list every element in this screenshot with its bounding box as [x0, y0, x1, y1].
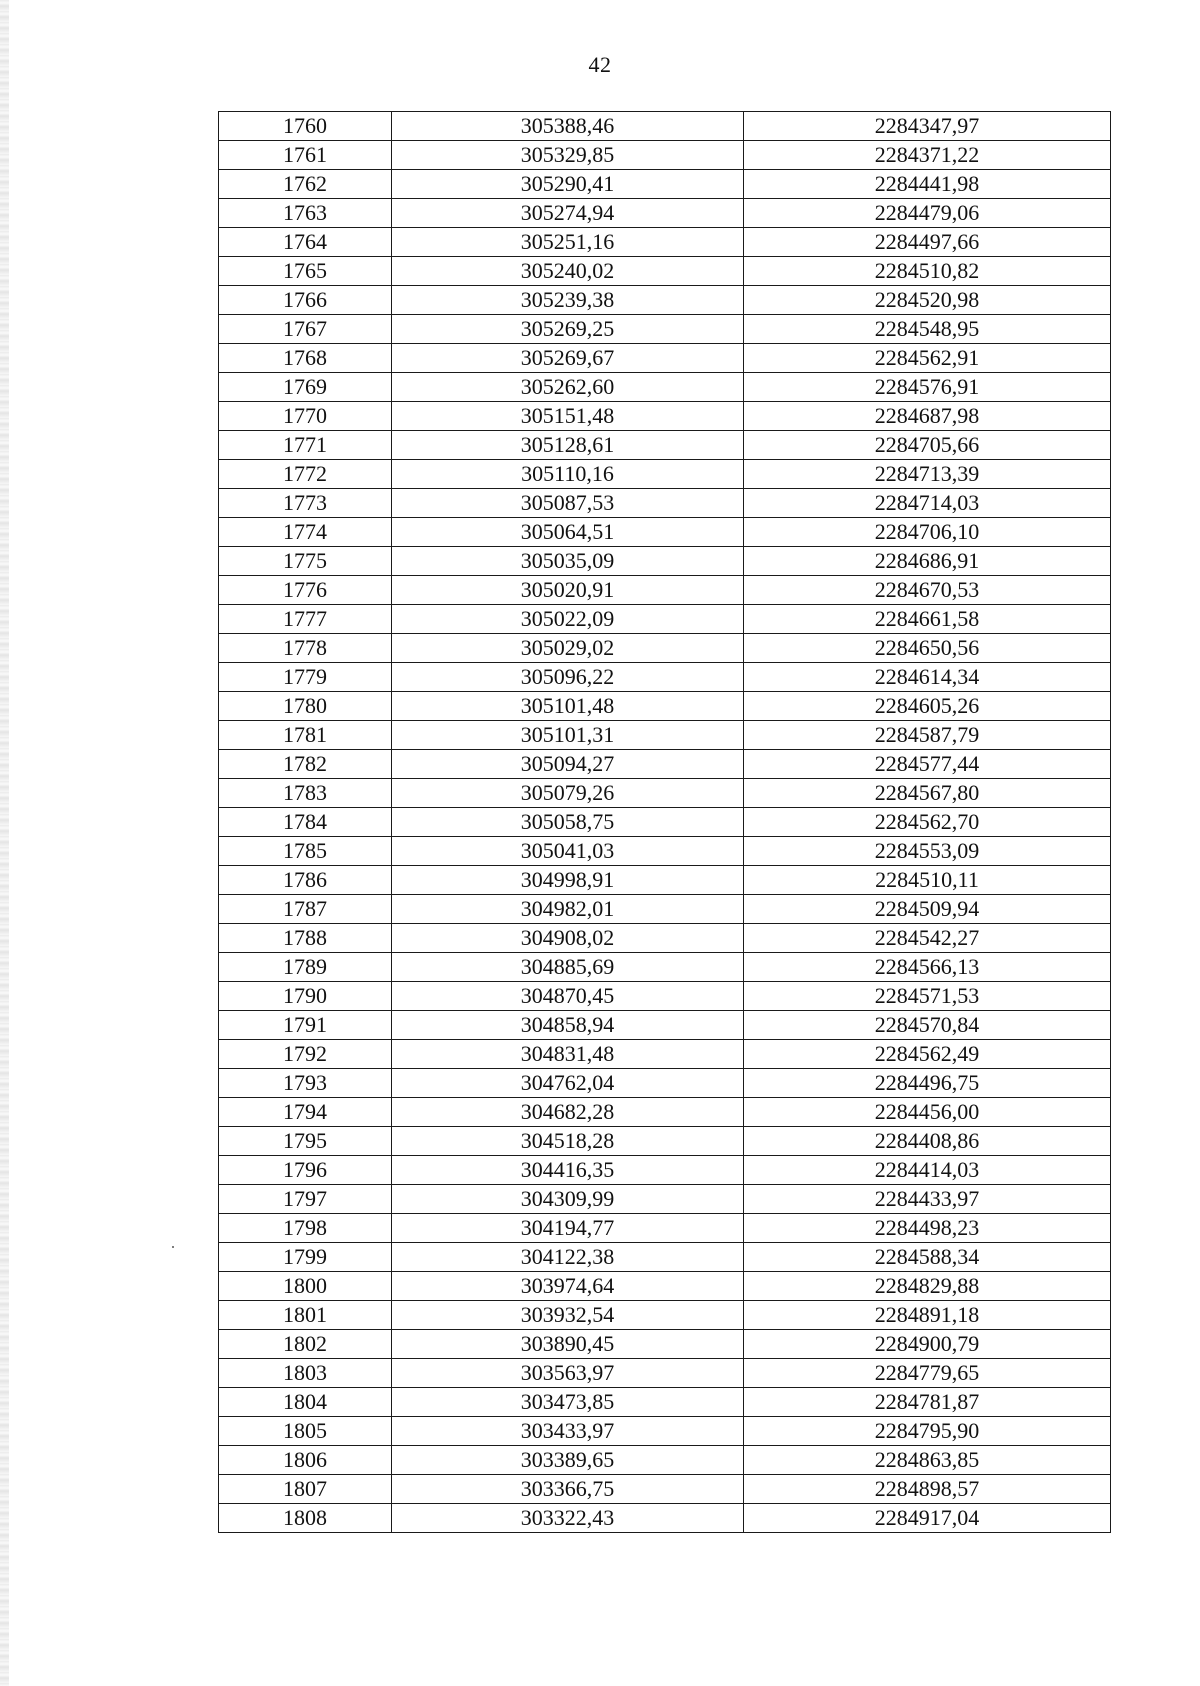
scan-edge-shadow	[0, 0, 9, 1686]
y-coordinate-cell: 2284686,91	[744, 547, 1111, 576]
x-coordinate-cell: 305101,48	[392, 692, 744, 721]
x-coordinate-cell: 305087,53	[392, 489, 744, 518]
y-coordinate-cell: 2284917,04	[744, 1504, 1111, 1533]
point-number-cell: 1761	[219, 141, 392, 170]
x-coordinate-cell: 304831,48	[392, 1040, 744, 1069]
x-coordinate-cell: 305262,60	[392, 373, 744, 402]
x-coordinate-cell: 304309,99	[392, 1185, 744, 1214]
table-row	[219, 576, 1111, 605]
y-coordinate-cell: 2284713,39	[744, 460, 1111, 489]
table-row	[219, 315, 1111, 344]
table-row	[219, 953, 1111, 982]
table-row	[219, 634, 1111, 663]
y-coordinate-cell: 2284441,98	[744, 170, 1111, 199]
coordinates-table	[218, 111, 1111, 1533]
y-coordinate-cell: 2284347,97	[744, 112, 1111, 141]
point-number-cell: 1788	[219, 924, 392, 953]
table-row	[219, 431, 1111, 460]
table-row	[219, 373, 1111, 402]
table-row	[219, 402, 1111, 431]
x-coordinate-cell: 305058,75	[392, 808, 744, 837]
y-coordinate-cell: 2284456,00	[744, 1098, 1111, 1127]
table-row	[219, 1243, 1111, 1272]
table-row	[219, 286, 1111, 315]
y-coordinate-cell: 2284542,27	[744, 924, 1111, 953]
x-coordinate-cell: 304885,69	[392, 953, 744, 982]
point-number-cell: 1787	[219, 895, 392, 924]
table-row	[219, 837, 1111, 866]
table-row	[219, 460, 1111, 489]
point-number-cell: 1769	[219, 373, 392, 402]
table-row	[219, 808, 1111, 837]
table-row	[219, 547, 1111, 576]
table-row	[219, 1388, 1111, 1417]
table-row	[219, 489, 1111, 518]
y-coordinate-cell: 2284497,66	[744, 228, 1111, 257]
page-number: 42	[588, 52, 612, 77]
point-number-cell: 1806	[219, 1446, 392, 1475]
y-coordinate-cell: 2284781,87	[744, 1388, 1111, 1417]
table-row	[219, 895, 1111, 924]
x-coordinate-cell: 304982,01	[392, 895, 744, 924]
y-coordinate-cell: 2284408,86	[744, 1127, 1111, 1156]
y-coordinate-cell: 2284520,98	[744, 286, 1111, 315]
table-row	[219, 1185, 1111, 1214]
y-coordinate-cell: 2284510,11	[744, 866, 1111, 895]
point-number-cell: 1793	[219, 1069, 392, 1098]
point-number-cell: 1785	[219, 837, 392, 866]
table-row	[219, 1417, 1111, 1446]
table-row	[219, 866, 1111, 895]
x-coordinate-cell: 304998,91	[392, 866, 744, 895]
y-coordinate-cell: 2284779,65	[744, 1359, 1111, 1388]
x-coordinate-cell: 305022,09	[392, 605, 744, 634]
table-row	[219, 982, 1111, 1011]
x-coordinate-cell: 303932,54	[392, 1301, 744, 1330]
point-number-cell: 1807	[219, 1475, 392, 1504]
y-coordinate-cell: 2284670,53	[744, 576, 1111, 605]
y-coordinate-cell: 2284414,03	[744, 1156, 1111, 1185]
point-number-cell: 1772	[219, 460, 392, 489]
x-coordinate-cell: 304194,77	[392, 1214, 744, 1243]
point-number-cell: 1784	[219, 808, 392, 837]
x-coordinate-cell: 304858,94	[392, 1011, 744, 1040]
point-number-cell: 1777	[219, 605, 392, 634]
x-coordinate-cell: 305274,94	[392, 199, 744, 228]
y-coordinate-cell: 2284496,75	[744, 1069, 1111, 1098]
y-coordinate-cell: 2284433,97	[744, 1185, 1111, 1214]
x-coordinate-cell: 303890,45	[392, 1330, 744, 1359]
table-row	[219, 228, 1111, 257]
table-row	[219, 1504, 1111, 1533]
y-coordinate-cell: 2284863,85	[744, 1446, 1111, 1475]
x-coordinate-cell: 303974,64	[392, 1272, 744, 1301]
y-coordinate-cell: 2284705,66	[744, 431, 1111, 460]
y-coordinate-cell: 2284562,70	[744, 808, 1111, 837]
point-number-cell: 1766	[219, 286, 392, 315]
table-row	[219, 1330, 1111, 1359]
table-row	[219, 1040, 1111, 1069]
x-coordinate-cell: 305101,31	[392, 721, 744, 750]
point-number-cell: 1795	[219, 1127, 392, 1156]
y-coordinate-cell: 2284650,56	[744, 634, 1111, 663]
point-number-cell: 1768	[219, 344, 392, 373]
y-coordinate-cell: 2284829,88	[744, 1272, 1111, 1301]
table-row	[219, 1359, 1111, 1388]
table-row	[219, 663, 1111, 692]
y-coordinate-cell: 2284898,57	[744, 1475, 1111, 1504]
point-number-cell: 1799	[219, 1243, 392, 1272]
point-number-cell: 1779	[219, 663, 392, 692]
table-row	[219, 605, 1111, 634]
point-number-cell: 1801	[219, 1301, 392, 1330]
table-row	[219, 1301, 1111, 1330]
x-coordinate-cell: 305269,67	[392, 344, 744, 373]
point-number-cell: 1802	[219, 1330, 392, 1359]
x-coordinate-cell: 303563,97	[392, 1359, 744, 1388]
table-row	[219, 257, 1111, 286]
y-coordinate-cell: 2284900,79	[744, 1330, 1111, 1359]
coordinates-table-body	[219, 112, 1111, 1533]
table-row	[219, 112, 1111, 141]
point-number-cell: 1797	[219, 1185, 392, 1214]
table-row	[219, 779, 1111, 808]
point-number-cell: 1804	[219, 1388, 392, 1417]
point-number-cell: 1789	[219, 953, 392, 982]
point-number-cell: 1771	[219, 431, 392, 460]
y-coordinate-cell: 2284614,34	[744, 663, 1111, 692]
y-coordinate-cell: 2284562,49	[744, 1040, 1111, 1069]
point-number-cell: 1800	[219, 1272, 392, 1301]
point-number-cell: 1791	[219, 1011, 392, 1040]
y-coordinate-cell: 2284714,03	[744, 489, 1111, 518]
y-coordinate-cell: 2284576,91	[744, 373, 1111, 402]
point-number-cell: 1798	[219, 1214, 392, 1243]
y-coordinate-cell: 2284567,80	[744, 779, 1111, 808]
y-coordinate-cell: 2284577,44	[744, 750, 1111, 779]
table-row	[219, 1127, 1111, 1156]
x-coordinate-cell: 303366,75	[392, 1475, 744, 1504]
x-coordinate-cell: 304416,35	[392, 1156, 744, 1185]
x-coordinate-cell: 303473,85	[392, 1388, 744, 1417]
y-coordinate-cell: 2284498,23	[744, 1214, 1111, 1243]
point-number-cell: 1775	[219, 547, 392, 576]
x-coordinate-cell: 304518,28	[392, 1127, 744, 1156]
x-coordinate-cell: 305094,27	[392, 750, 744, 779]
y-coordinate-cell: 2284562,91	[744, 344, 1111, 373]
x-coordinate-cell: 305251,16	[392, 228, 744, 257]
x-coordinate-cell: 305128,61	[392, 431, 744, 460]
x-coordinate-cell: 304908,02	[392, 924, 744, 953]
x-coordinate-cell: 305269,25	[392, 315, 744, 344]
y-coordinate-cell: 2284371,22	[744, 141, 1111, 170]
point-number-cell: 1778	[219, 634, 392, 663]
point-number-cell: 1794	[219, 1098, 392, 1127]
x-coordinate-cell: 304682,28	[392, 1098, 744, 1127]
point-number-cell: 1786	[219, 866, 392, 895]
table-row	[219, 1011, 1111, 1040]
point-number-cell: 1805	[219, 1417, 392, 1446]
point-number-cell: 1774	[219, 518, 392, 547]
x-coordinate-cell: 305079,26	[392, 779, 744, 808]
y-coordinate-cell: 2284571,53	[744, 982, 1111, 1011]
table-row	[219, 170, 1111, 199]
x-coordinate-cell: 305110,16	[392, 460, 744, 489]
y-coordinate-cell: 2284605,26	[744, 692, 1111, 721]
point-number-cell: 1792	[219, 1040, 392, 1069]
point-number-cell: 1780	[219, 692, 392, 721]
x-coordinate-cell: 305239,38	[392, 286, 744, 315]
table-row	[219, 199, 1111, 228]
x-coordinate-cell: 305388,46	[392, 112, 744, 141]
point-number-cell: 1767	[219, 315, 392, 344]
table-row	[219, 721, 1111, 750]
y-coordinate-cell: 2284795,90	[744, 1417, 1111, 1446]
table-row	[219, 344, 1111, 373]
y-coordinate-cell: 2284661,58	[744, 605, 1111, 634]
y-coordinate-cell: 2284479,06	[744, 199, 1111, 228]
table-row	[219, 1214, 1111, 1243]
table-row	[219, 1098, 1111, 1127]
y-coordinate-cell: 2284588,34	[744, 1243, 1111, 1272]
point-number-cell: 1763	[219, 199, 392, 228]
table-row	[219, 1156, 1111, 1185]
point-number-cell: 1760	[219, 112, 392, 141]
point-number-cell: 1776	[219, 576, 392, 605]
x-coordinate-cell: 305240,02	[392, 257, 744, 286]
x-coordinate-cell: 305329,85	[392, 141, 744, 170]
table-row	[219, 1475, 1111, 1504]
point-number-cell: 1762	[219, 170, 392, 199]
table-row	[219, 1446, 1111, 1475]
table-row	[219, 692, 1111, 721]
point-number-cell: 1790	[219, 982, 392, 1011]
y-coordinate-cell: 2284687,98	[744, 402, 1111, 431]
y-coordinate-cell: 2284553,09	[744, 837, 1111, 866]
y-coordinate-cell: 2284548,95	[744, 315, 1111, 344]
point-number-cell: 1765	[219, 257, 392, 286]
y-coordinate-cell: 2284510,82	[744, 257, 1111, 286]
point-number-cell: 1764	[219, 228, 392, 257]
y-coordinate-cell: 2284509,94	[744, 895, 1111, 924]
table-row	[219, 1272, 1111, 1301]
x-coordinate-cell: 305035,09	[392, 547, 744, 576]
x-coordinate-cell: 304870,45	[392, 982, 744, 1011]
x-coordinate-cell: 303389,65	[392, 1446, 744, 1475]
x-coordinate-cell: 305020,91	[392, 576, 744, 605]
x-coordinate-cell: 305096,22	[392, 663, 744, 692]
table-row	[219, 750, 1111, 779]
point-number-cell: 1808	[219, 1504, 392, 1533]
x-coordinate-cell: 305290,41	[392, 170, 744, 199]
table-row	[219, 1069, 1111, 1098]
y-coordinate-cell: 2284570,84	[744, 1011, 1111, 1040]
x-coordinate-cell: 305041,03	[392, 837, 744, 866]
x-coordinate-cell: 305064,51	[392, 518, 744, 547]
scan-speck	[172, 1246, 174, 1248]
y-coordinate-cell: 2284706,10	[744, 518, 1111, 547]
table-row	[219, 141, 1111, 170]
point-number-cell: 1796	[219, 1156, 392, 1185]
point-number-cell: 1782	[219, 750, 392, 779]
y-coordinate-cell: 2284566,13	[744, 953, 1111, 982]
x-coordinate-cell: 303433,97	[392, 1417, 744, 1446]
point-number-cell: 1781	[219, 721, 392, 750]
point-number-cell: 1770	[219, 402, 392, 431]
x-coordinate-cell: 304762,04	[392, 1069, 744, 1098]
x-coordinate-cell: 303322,43	[392, 1504, 744, 1533]
x-coordinate-cell: 305151,48	[392, 402, 744, 431]
y-coordinate-cell: 2284891,18	[744, 1301, 1111, 1330]
x-coordinate-cell: 305029,02	[392, 634, 744, 663]
x-coordinate-cell: 304122,38	[392, 1243, 744, 1272]
table-row	[219, 518, 1111, 547]
table-row	[219, 924, 1111, 953]
point-number-cell: 1803	[219, 1359, 392, 1388]
point-number-cell: 1783	[219, 779, 392, 808]
y-coordinate-cell: 2284587,79	[744, 721, 1111, 750]
point-number-cell: 1773	[219, 489, 392, 518]
